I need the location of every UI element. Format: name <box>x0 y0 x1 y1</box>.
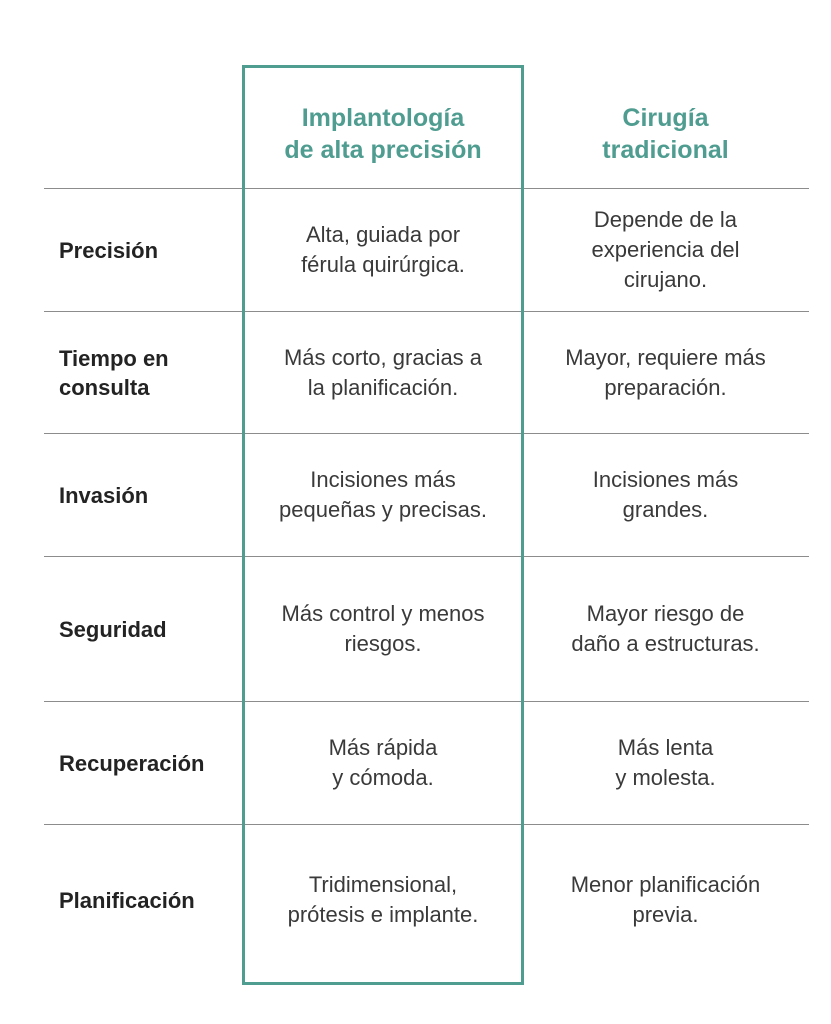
row-label: Recuperación <box>59 750 205 776</box>
cell-traditional: Mayor, requiere más preparación. <box>565 344 766 400</box>
row-label: Tiempo en consulta <box>59 345 169 400</box>
cell-high-precision: Más rápida y cómoda. <box>328 735 438 790</box>
row-label: Seguridad <box>59 616 167 642</box>
cell-high-precision: Alta, guiada por férula quirúrgica. <box>301 222 465 277</box>
cell-traditional: Depende de la experiencia del cirujano. <box>591 207 740 292</box>
cell-traditional: Mayor riesgo de daño a estructuras. <box>571 601 760 656</box>
row-label: Planificación <box>59 887 195 913</box>
column-header-high-precision: Implantología de alta precisión <box>284 104 482 164</box>
cell-high-precision: Más corto, gracias a la planificación. <box>283 344 483 400</box>
cell-high-precision: Más control y menos riesgos. <box>281 601 485 656</box>
table-row-recovery <box>44 702 809 824</box>
row-label: Invasión <box>59 482 149 508</box>
cell-traditional: Menor planificación previa. <box>570 872 761 927</box>
cell-traditional: Incisiones más grandes. <box>592 467 739 522</box>
cell-high-precision: Incisiones más pequeñas y precisas. <box>279 467 487 522</box>
cell-traditional: Más lenta y molesta. <box>615 735 716 790</box>
column-header-traditional-surgery: Cirugía tradicional <box>602 104 729 164</box>
table-row-invasion <box>44 434 809 556</box>
table-row-precision <box>44 189 809 311</box>
cell-high-precision: Tridimensional, prótesis e implante. <box>287 872 479 927</box>
row-label: Precisión <box>59 237 159 263</box>
table-row-planning <box>44 825 809 975</box>
table-row-consult-time <box>44 312 809 433</box>
table-row-safety <box>44 557 809 701</box>
